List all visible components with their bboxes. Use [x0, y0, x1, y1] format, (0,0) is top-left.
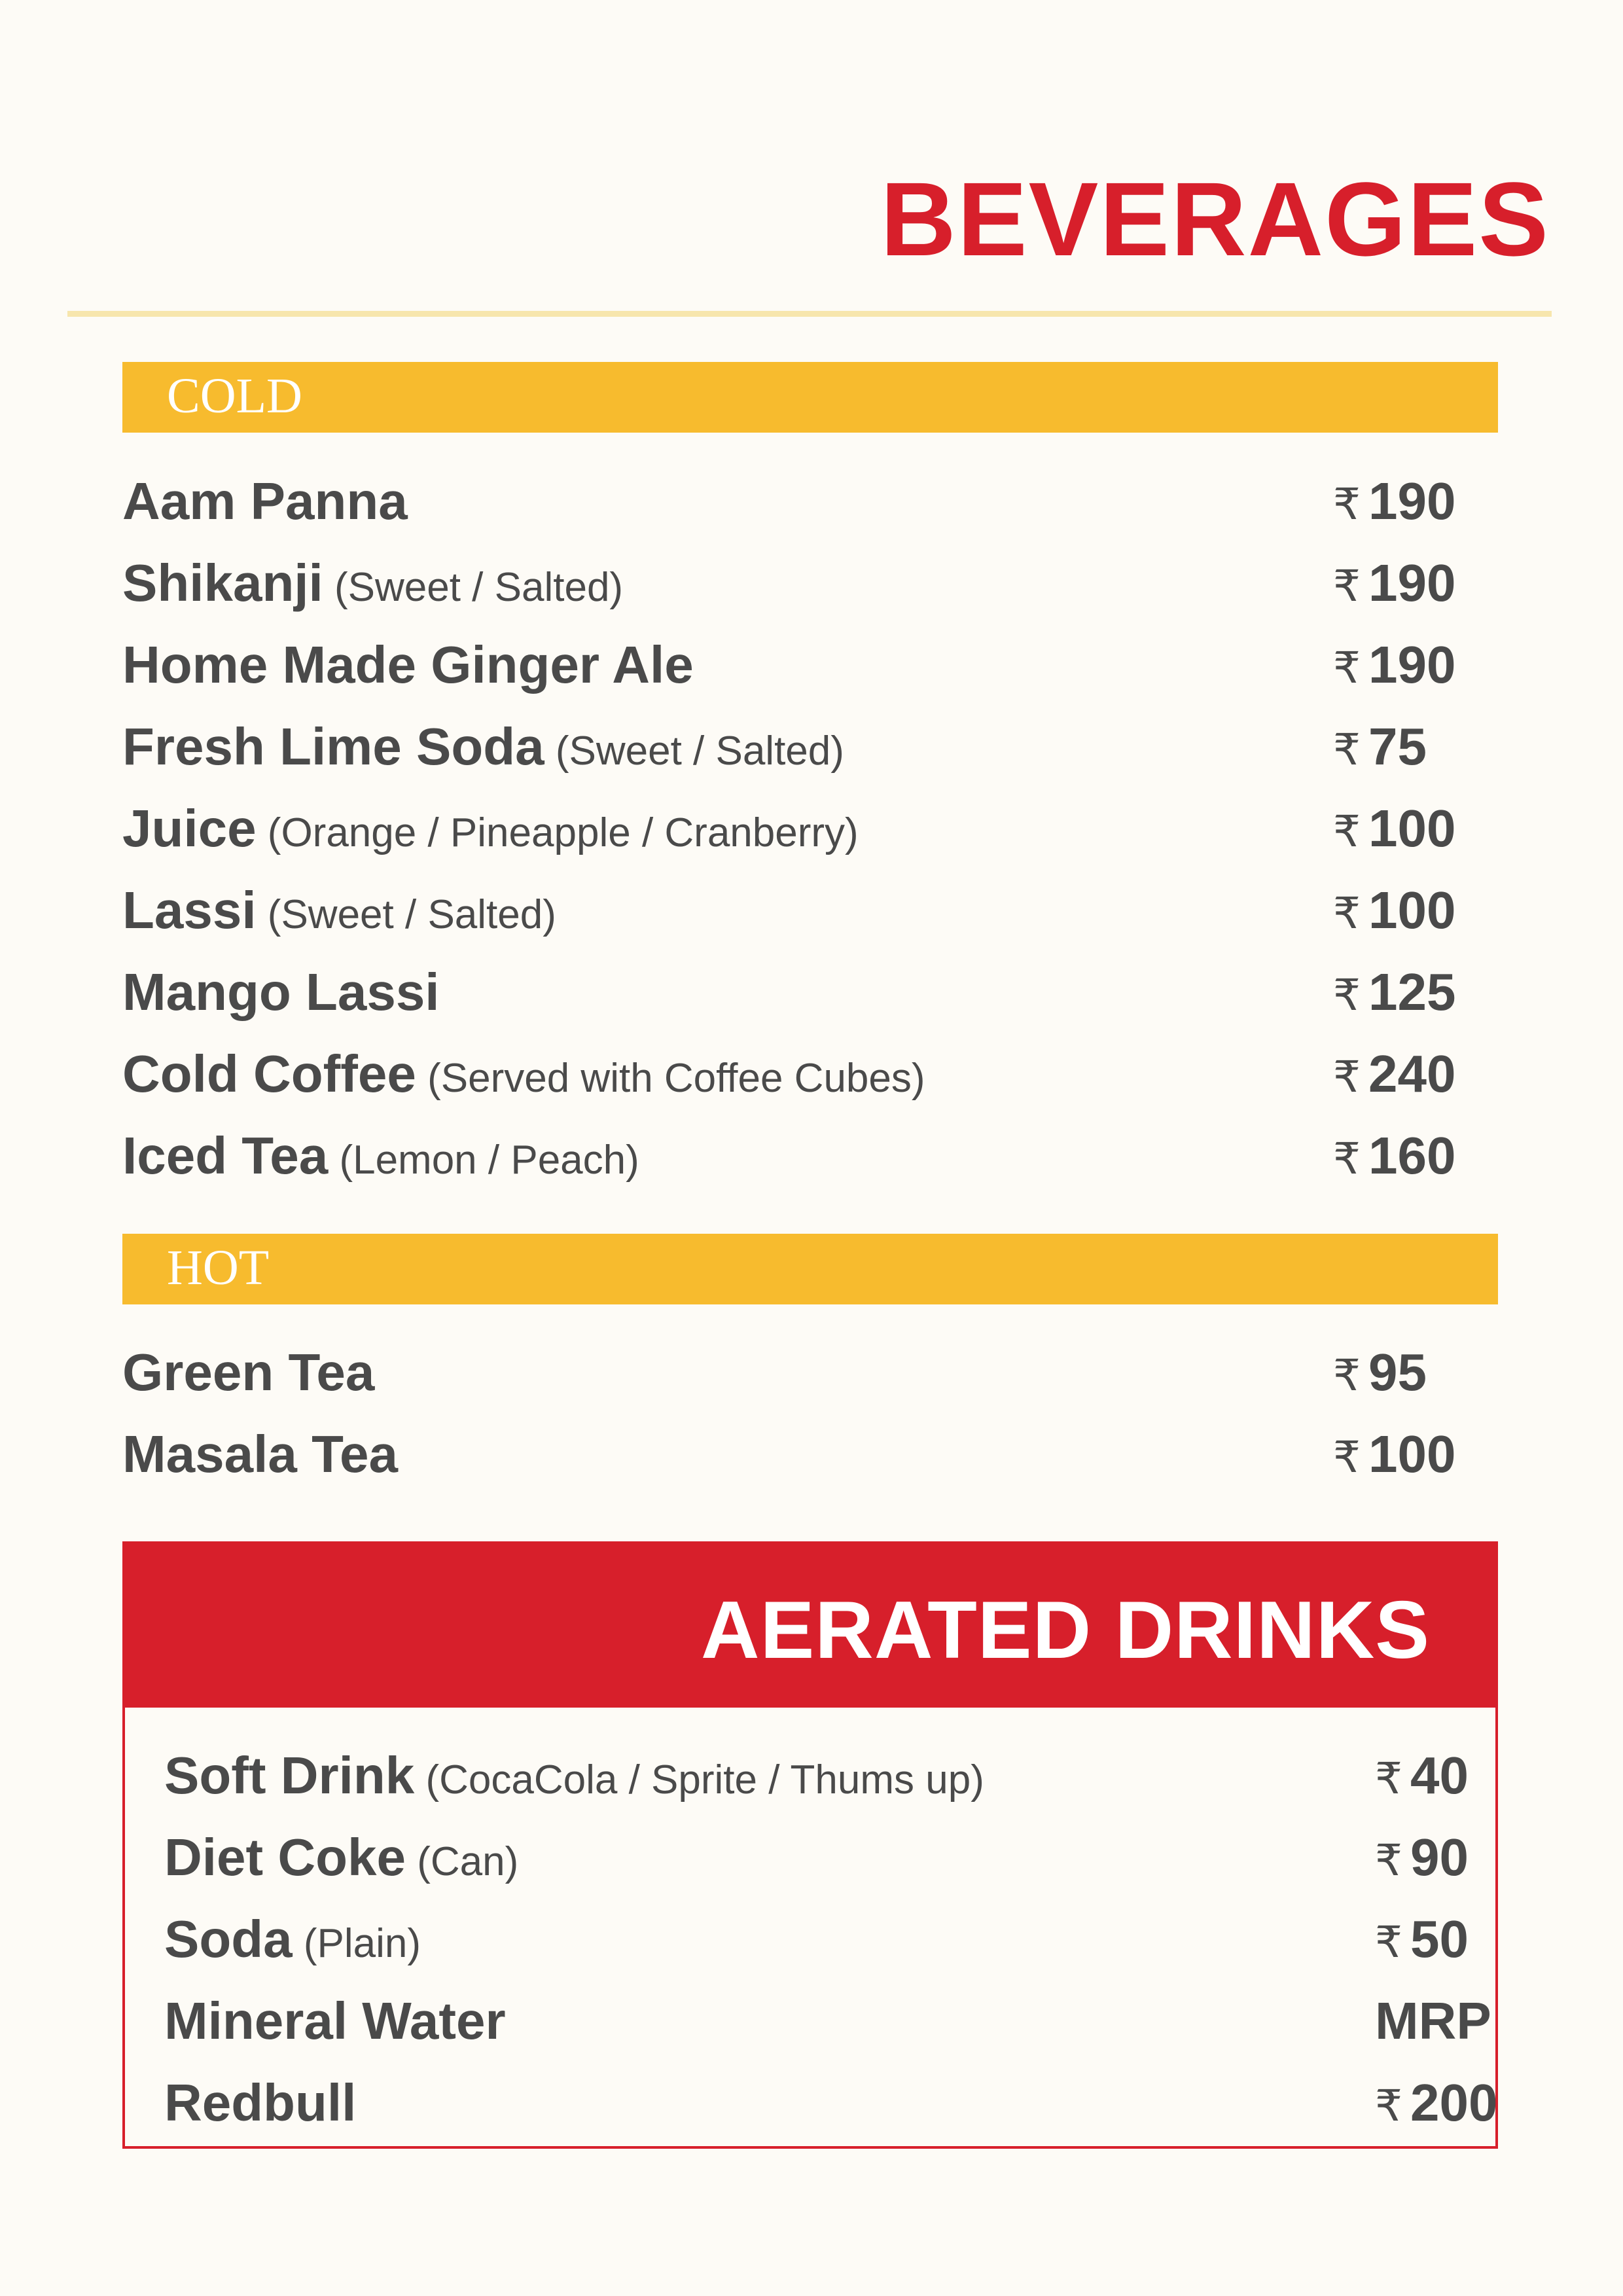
- rupee-icon: ₹: [1333, 1351, 1361, 1399]
- menu-item-description: (Lemon / Peach): [328, 1138, 639, 1183]
- aerated-drinks-heading: AERATED DRINKS: [701, 1585, 1430, 1676]
- menu-item-name: Soda: [164, 1910, 293, 1968]
- menu-item-name: Lassi: [122, 881, 257, 939]
- menu-item-name-wrap: [122, 473, 408, 530]
- rupee-icon: ₹: [1333, 562, 1361, 610]
- menu-item-name-wrap: [122, 554, 623, 612]
- menu-item-price-wrap: [1375, 2074, 1497, 2132]
- menu-item: [122, 1419, 1498, 1501]
- menu-item-name: Mango Lassi: [122, 963, 440, 1021]
- category-label-hot: HOT: [167, 1240, 270, 1295]
- menu-item-price: 100: [1368, 799, 1456, 857]
- menu-item-price: 100: [1368, 881, 1456, 939]
- menu-item-name: Cold Coffee: [122, 1045, 416, 1103]
- rupee-icon: ₹: [1375, 1918, 1402, 1966]
- menu-item: [122, 630, 1498, 711]
- cold-items-list: [122, 466, 1498, 1202]
- menu-item-name-wrap: [122, 1127, 639, 1185]
- menu-item-name-wrap: [122, 963, 440, 1021]
- rupee-icon: ₹: [1333, 1052, 1361, 1101]
- menu-item-name-wrap: [164, 2074, 356, 2132]
- menu-item: [164, 2068, 1498, 2149]
- rupee-icon: ₹: [1333, 971, 1361, 1019]
- rupee-icon: ₹: [1333, 725, 1361, 774]
- hot-items-list: [122, 1337, 1498, 1501]
- menu-item-price-wrap: [1375, 1829, 1469, 1886]
- rupee-icon: ₹: [1333, 1433, 1361, 1481]
- category-bar-cold: [122, 362, 1498, 433]
- title-divider: [67, 311, 1552, 317]
- menu-item-name-wrap: [122, 1426, 398, 1483]
- menu-item-price-wrap: [1333, 882, 1455, 939]
- rupee-icon: ₹: [1333, 807, 1361, 855]
- menu-item-price-wrap: [1375, 1910, 1469, 1968]
- menu-item-name: Fresh Lime Soda: [122, 717, 544, 776]
- menu-item: [164, 1740, 1473, 1822]
- menu-item-price-wrap: [1333, 963, 1455, 1021]
- category-label-cold: COLD: [167, 368, 302, 423]
- menu-item-price-wrap: [1375, 1747, 1469, 1804]
- menu-item-name: Redbull: [164, 2073, 357, 2132]
- menu-item-price-wrap: [1333, 718, 1427, 776]
- menu-item-price: 125: [1368, 963, 1456, 1021]
- menu-item-name-wrap: [164, 1747, 984, 1804]
- menu-item: [164, 1904, 1473, 1986]
- menu-item-price: 240: [1368, 1045, 1456, 1103]
- menu-item-price-wrap: [1375, 1992, 1491, 2050]
- menu-item-name: Iced Tea: [122, 1126, 329, 1185]
- page-title: BEVERAGES: [880, 160, 1550, 278]
- menu-item: [122, 1039, 1498, 1121]
- menu-item-description: (Can): [405, 1839, 519, 1884]
- menu-item-name-wrap: [122, 800, 859, 857]
- menu-item-price: 190: [1368, 636, 1456, 694]
- menu-item-price: 95: [1368, 1343, 1427, 1401]
- menu-item: [122, 875, 1498, 957]
- rupee-icon: ₹: [1375, 1836, 1402, 1884]
- menu-item-name: Juice: [122, 799, 257, 857]
- menu-item-description: (CocaCola / Sprite / Thums up): [414, 1757, 984, 1803]
- menu-item-price: 40: [1410, 1746, 1469, 1804]
- category-bar-hot: [122, 1234, 1498, 1304]
- menu-item-name-wrap: [164, 1829, 518, 1886]
- rupee-icon: ₹: [1333, 1134, 1361, 1183]
- rupee-icon: ₹: [1375, 2081, 1402, 2130]
- menu-item-price: 75: [1368, 717, 1427, 776]
- menu-item: [122, 1121, 1498, 1202]
- menu-item-name: Masala Tea: [122, 1425, 398, 1483]
- menu-item-name-wrap: [122, 718, 844, 776]
- menu-item-price: 190: [1368, 472, 1456, 530]
- menu-item: [122, 711, 1498, 793]
- menu-item-description: (Sweet / Salted): [544, 728, 844, 774]
- menu-item-price: MRP: [1375, 1992, 1491, 2050]
- rupee-icon: ₹: [1375, 1754, 1402, 1803]
- menu-item-price-wrap: [1333, 1045, 1455, 1103]
- menu-item-name: Shikanji: [122, 554, 323, 612]
- menu-item-name-wrap: [164, 1992, 506, 2050]
- menu-item-price: 160: [1368, 1126, 1456, 1185]
- menu-item-description: (Sweet / Salted): [256, 892, 556, 937]
- menu-item-price-wrap: [1333, 1344, 1427, 1401]
- menu-item: [164, 1986, 1491, 2068]
- rupee-icon: ₹: [1333, 480, 1361, 528]
- menu-item-price-wrap: [1333, 1426, 1455, 1483]
- menu-item: [122, 548, 1498, 630]
- menu-item-name: Mineral Water: [164, 1992, 506, 2050]
- menu-item: [122, 793, 1498, 875]
- menu-item-description: (Served with Coffee Cubes): [416, 1056, 925, 1101]
- menu-item-name-wrap: [122, 882, 556, 939]
- menu-item-price: 200: [1410, 2073, 1498, 2132]
- menu-item-price-wrap: [1333, 473, 1455, 530]
- menu-item-price: 100: [1368, 1425, 1456, 1483]
- aerated-items-list: [164, 1740, 1498, 2149]
- menu-item-price: 190: [1368, 554, 1456, 612]
- menu-item-price-wrap: [1333, 800, 1455, 857]
- menu-item-description: (Orange / Pineapple / Cranberry): [256, 810, 859, 855]
- menu-item-name-wrap: [122, 1344, 374, 1401]
- menu-item-name: Aam Panna: [122, 472, 408, 530]
- menu-item-price-wrap: [1333, 554, 1455, 612]
- rupee-icon: ₹: [1333, 889, 1361, 937]
- aerated-drinks-panel: [122, 1541, 1498, 2149]
- menu-item: [122, 466, 1498, 548]
- menu-item-name-wrap: [122, 1045, 925, 1103]
- aerated-drinks-header: [125, 1544, 1495, 1708]
- rupee-icon: ₹: [1333, 643, 1361, 692]
- menu-item-price: 50: [1410, 1910, 1469, 1968]
- menu-item-name: Diet Coke: [164, 1828, 406, 1886]
- menu-item-name: Soft Drink: [164, 1746, 415, 1804]
- menu-item: [122, 1337, 1498, 1419]
- menu-item-name: Home Made Ginger Ale: [122, 636, 694, 694]
- menu-item-description: (Sweet / Salted): [323, 565, 624, 610]
- menu-item-price: 90: [1410, 1828, 1469, 1886]
- menu-item-name-wrap: [164, 1910, 421, 1968]
- menu-item-name: Green Tea: [122, 1343, 375, 1401]
- menu-item-description: (Plain): [292, 1921, 421, 1966]
- menu-item-price-wrap: [1333, 1127, 1455, 1185]
- menu-item-price-wrap: [1333, 636, 1455, 694]
- menu-item: [122, 957, 1498, 1039]
- menu-item-name-wrap: [122, 636, 694, 694]
- menu-item: [164, 1822, 1473, 1904]
